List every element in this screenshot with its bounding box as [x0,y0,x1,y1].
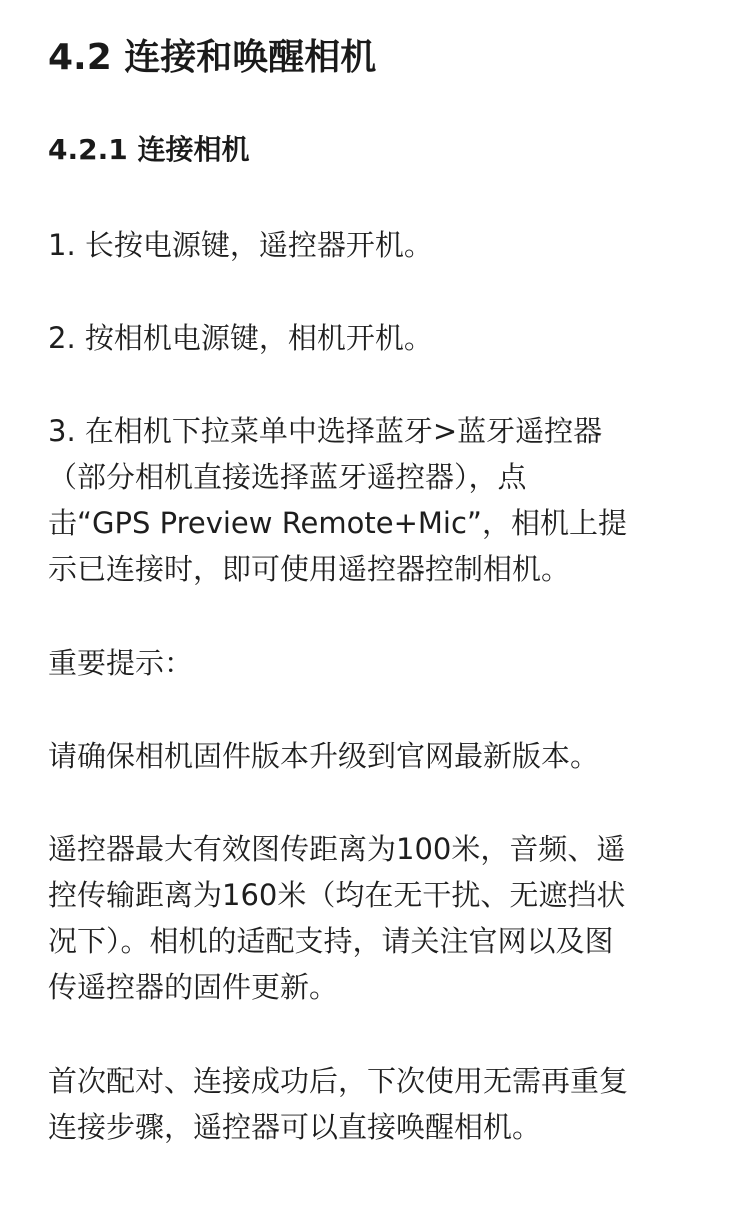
section-title: 4.2 连接和唤醒相机 [48,37,377,78]
step-3-line: （部分相机直接选择蓝牙遥控器），点 [48,460,527,494]
note-range-line: 况下）。相机的适配支持，请关注官网以及图 [48,924,614,958]
subsection-title: 4.2.1 连接相机 [48,133,250,166]
step-3-line: 3. 在相机下拉菜单中选择蓝牙>蓝牙遥控器 [48,414,603,448]
note-wake [48,1058,698,1150]
note-range-line: 控传输距离为160米（均在无干扰、无遮挡状 [48,878,626,912]
step-1 [48,222,698,268]
step-3-line: 击“GPS Preview Remote+Mic”，相机上提 [48,506,627,540]
important-label-text: 重要提示： [48,646,194,680]
step-3 [48,408,698,592]
note-range-line: 遥控器最大有效图传距离为100米，音频、遥 [48,832,626,866]
step-3-line: 示已连接时，即可使用遥控器控制相机。 [48,552,571,586]
step-1-text: 1. 长按电源键，遥控器开机。 [48,228,433,262]
note-range [48,826,698,1010]
note-wake-line: 首次配对、连接成功后，下次使用无需再重复 [48,1064,629,1098]
note-wake-line: 连接步骤，遥控器可以直接唤醒相机。 [48,1110,542,1144]
note-firmware [48,733,698,779]
step-2-text: 2. 按相机电源键，相机开机。 [48,321,433,355]
note-range-line: 传遥控器的固件更新。 [48,970,339,1004]
note-firmware-text: 请确保相机固件版本升级到官网最新版本。 [48,739,600,773]
important-notice-label [48,640,698,686]
step-2 [48,315,698,361]
